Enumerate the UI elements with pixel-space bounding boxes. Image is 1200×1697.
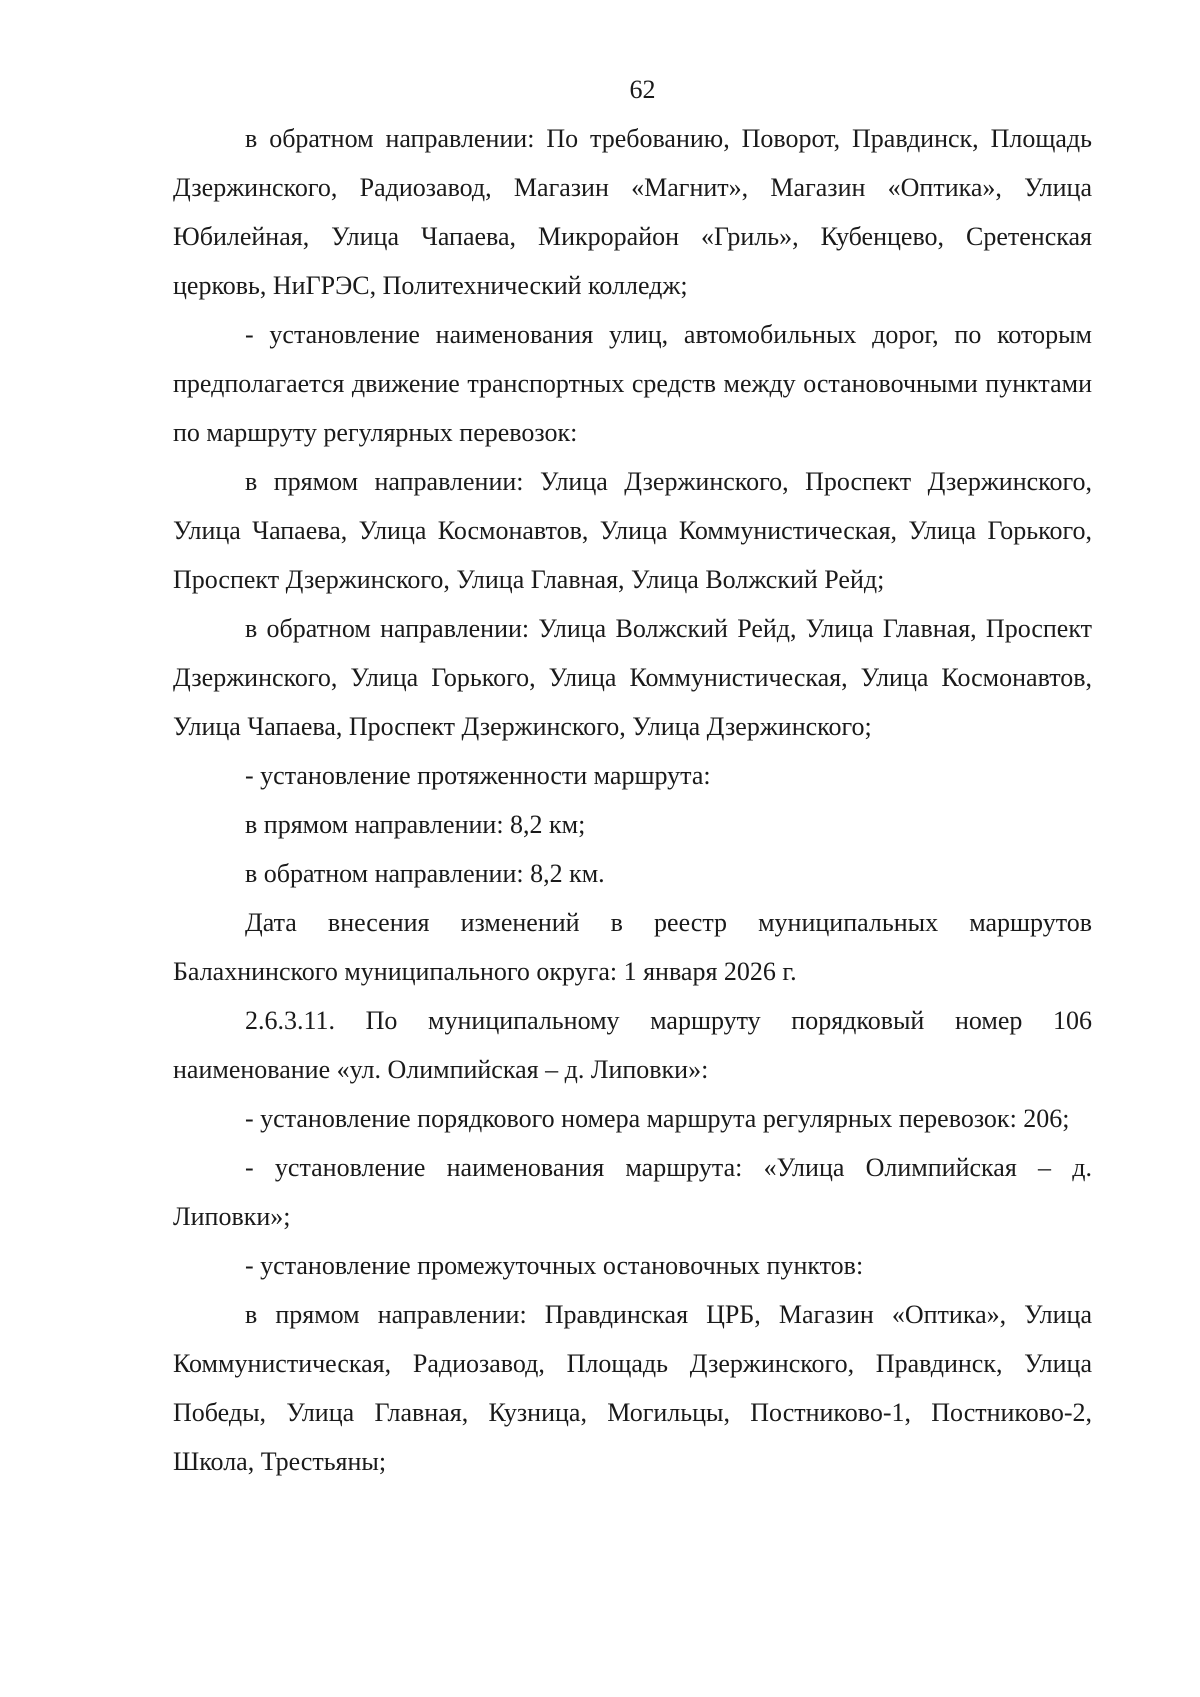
paragraph-route-length-heading: - установление протяженности маршрута: <box>245 761 711 790</box>
paragraph-reverse-stops: в обратном направлении: По требованию, Поворот, Правдинск, Площадь Дзержинского, Радиозавод, Магазин «Магнит», Магазин «Оптика», Улица Юбилейная, Улица Чапаева, Микрорайон «Гриль», Кубенцево, Сретенская церковь, НиГРЭС, Политехнический колледж; <box>173 124 1092 300</box>
document-body <box>173 114 1092 1486</box>
paragraph-route-106-heading: 2.6.3.11. По муниципальному маршруту порядковый номер 106 наименование «ул. Олимпийская – д. Липовки»: <box>173 1006 1092 1084</box>
paragraph-registry-date: Дата внесения изменений в реестр муниципальных маршрутов Балахнинского муниципального округа: 1 января 2026 г. <box>173 908 1092 986</box>
paragraph-intermediate-stops-heading: - установление промежуточных остановочных пунктов: <box>245 1251 864 1280</box>
paragraph-route-number: - установление порядкового номера маршрута регулярных перевозок: 206; <box>245 1104 1070 1133</box>
paragraph-forward-stops: в прямом направлении: Правдинская ЦРБ, Магазин «Оптика», Улица Коммунистическая, Радиозавод, Площадь Дзержинского, Правдинск, Улица Победы, Улица Главная, Кузница, Могильцы, Постниково-1, Постниково-2, Школа, Трестьяны; <box>173 1300 1092 1476</box>
paragraph-reverse-streets: в обратном направлении: Улица Волжский Рейд, Улица Главная, Проспект Дзержинского, Улица Горького, Улица Коммунистическая, Улица Космонавтов, Улица Чапаева, Проспект Дзержинского, Улица Дзержинского; <box>173 614 1092 741</box>
paragraph-forward-length: в прямом направлении: 8,2 км; <box>245 810 586 839</box>
page-number: 62 <box>629 75 656 104</box>
paragraph-street-names-heading: - установление наименования улиц, автомобильных дорог, по которым предполагается движение транспортных средств между остановочными пунктами по маршруту регулярных перевозок: <box>173 320 1092 447</box>
paragraph-reverse-length: в обратном направлении: 8,2 км. <box>245 859 605 888</box>
paragraph-forward-streets: в прямом направлении: Улица Дзержинского, Проспект Дзержинского, Улица Чапаева, Улица Космонавтов, Улица Коммунистическая, Улица Горького, Проспект Дзержинского, Улица Главная, Улица Волжский Рейд; <box>173 467 1092 594</box>
paragraph-route-name: - установление наименования маршрута: «Улица Олимпийская – д. Липовки»; <box>173 1153 1092 1231</box>
